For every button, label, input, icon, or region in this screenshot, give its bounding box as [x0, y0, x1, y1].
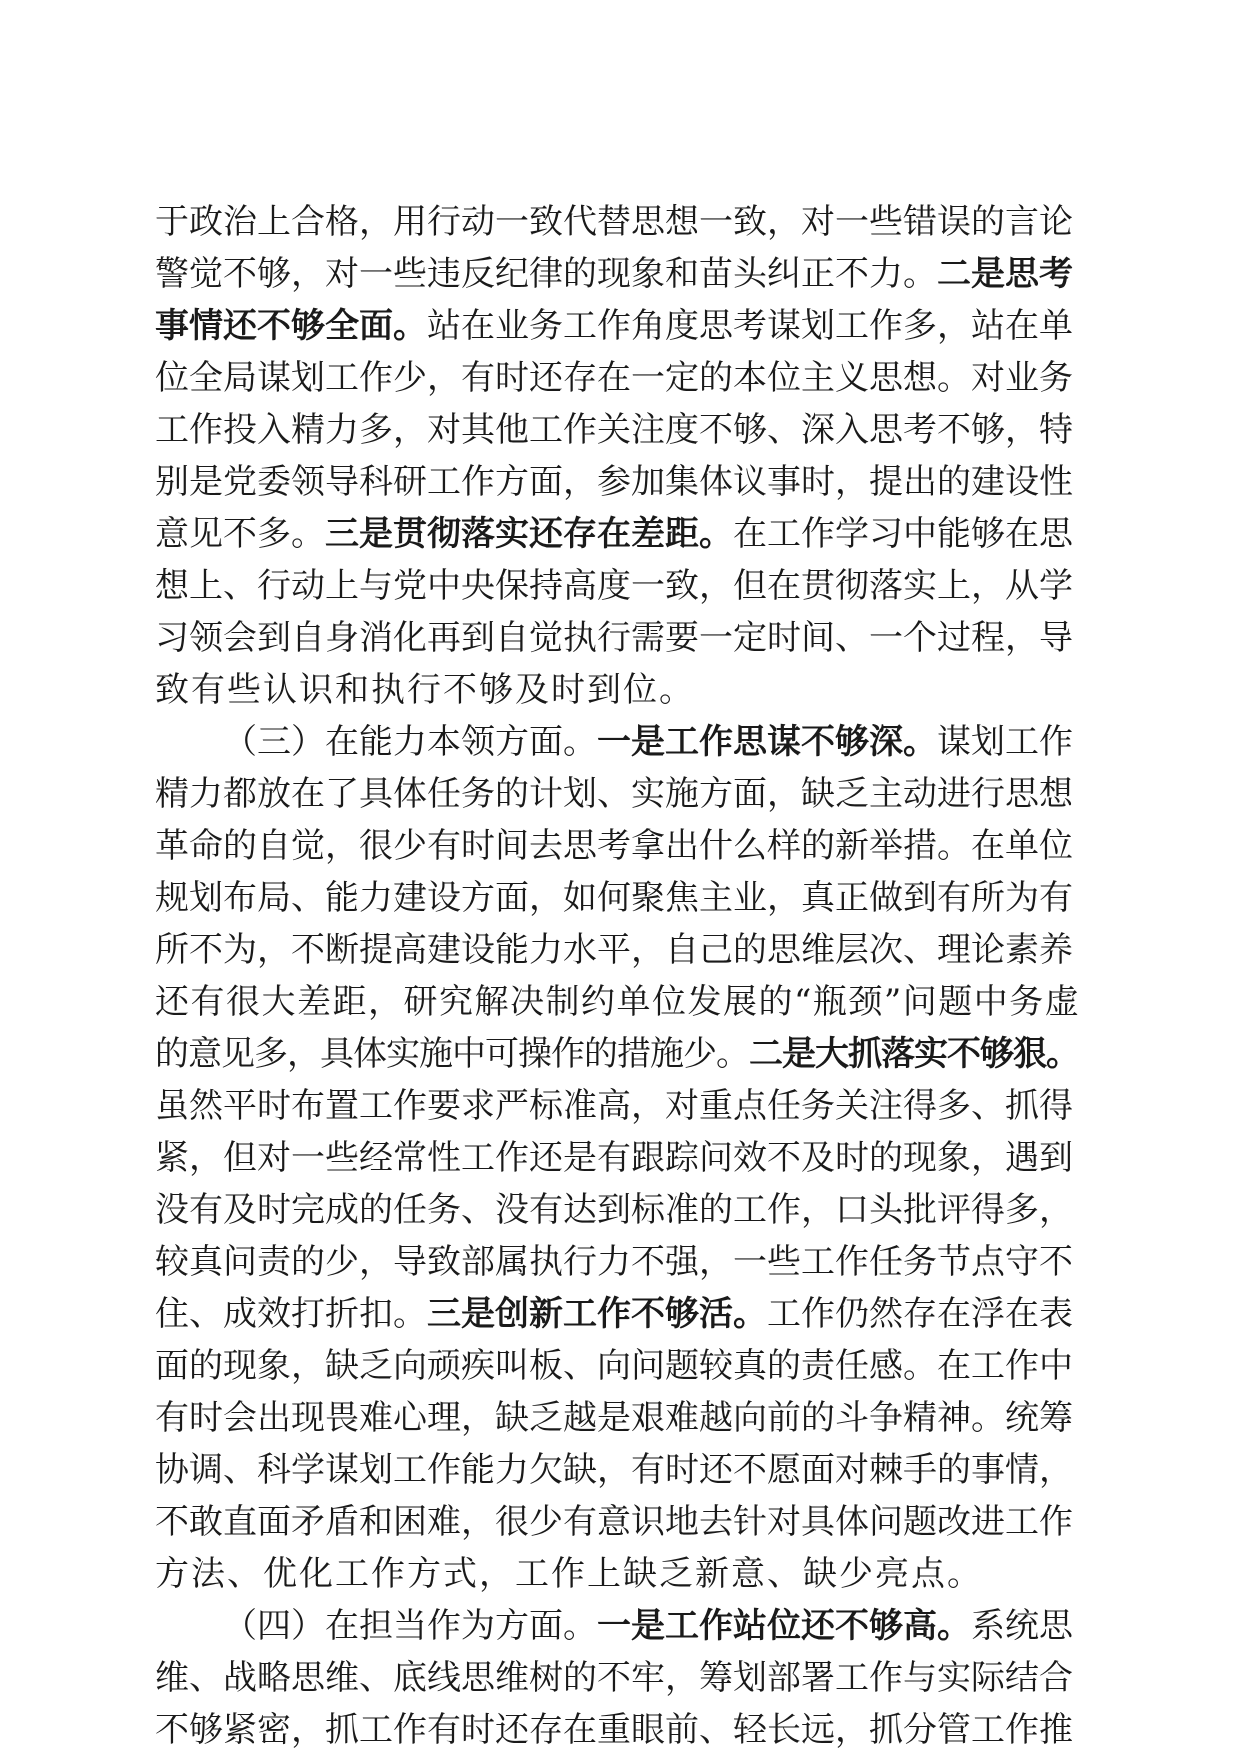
body-text: 没有及时完成的任务、没有达到标准的工作，口头批评得多， [155, 1190, 1073, 1230]
text-line [155, 1028, 1085, 1080]
text-line [155, 1392, 1085, 1444]
text-line [155, 352, 1085, 404]
text-line [155, 196, 1085, 248]
text-line [155, 1132, 1085, 1184]
text-line [155, 1184, 1085, 1236]
bold-heading-text: 二是思考 [937, 254, 1073, 294]
body-text: 于政治上合格，用行动一致代替思想一致，对一些错误的言论 [155, 202, 1073, 242]
body-text: 别是党委领导科研工作方面，参加集体议事时，提出的建设性 [155, 462, 1073, 502]
body-text: 紧，但对一些经常性工作还是有跟踪问效不及时的现象，遇到 [155, 1138, 1073, 1178]
text-line [155, 1080, 1085, 1132]
body-text: 方法、优化工作方式，工作上缺乏新意、缺少亮点。 [155, 1554, 983, 1594]
text-line [155, 404, 1085, 456]
text-line [155, 1652, 1085, 1704]
text-line [155, 248, 1085, 300]
text-line [155, 1704, 1085, 1756]
text-line [155, 1340, 1085, 1392]
bold-heading-text: 三是贯彻落实还存在差距。 [325, 514, 733, 554]
body-text: 革命的自觉，很少有时间去思考拿出什么样的新举措。在单位 [155, 826, 1073, 866]
body-text: 住、成效打折扣。 [155, 1294, 427, 1334]
body-text: 的意见多，具体实施中可操作的措施少。 [155, 1034, 749, 1074]
body-text: 系统思 [971, 1606, 1073, 1646]
body-text: 意见不多。 [155, 514, 325, 554]
text-line [155, 716, 1085, 768]
body-text: 虽然平时布置工作要求严标准高，对重点任务关注得多、抓得 [155, 1086, 1073, 1126]
body-text: 不够紧密，抓工作有时还存在重眼前、轻长远，抓分管工作推 [155, 1710, 1073, 1750]
document-page [155, 196, 1085, 1756]
body-text: 站在业务工作角度思考谋划工作多，站在单 [427, 306, 1073, 346]
text-line [155, 1288, 1085, 1340]
text-line [155, 924, 1085, 976]
text-line [155, 456, 1085, 508]
text-line [155, 872, 1085, 924]
text-line [155, 1548, 1085, 1600]
text-line [155, 820, 1085, 872]
body-text: （三）在能力本领方面。 [223, 722, 597, 762]
bold-heading-text: 事情还不够全面。 [155, 306, 427, 346]
bold-heading-text: 二是大抓落实不够狠。 [749, 1034, 1079, 1074]
text-line [155, 300, 1085, 352]
text-line [155, 612, 1085, 664]
bold-heading-text: 一是工作思谋不够深。 [597, 722, 937, 762]
body-text: 位全局谋划工作少，有时还存在一定的本位主义思想。对业务 [155, 358, 1073, 398]
body-text: 维、战略思维、底线思维树的不牢，筹划部署工作与实际结合 [155, 1658, 1073, 1698]
bold-heading-text: 三是创新工作不够活。 [427, 1294, 767, 1334]
body-text: 面的现象，缺乏向顽疾叫板、向问题较真的责任感。在工作中 [155, 1346, 1073, 1386]
text-line [155, 664, 1085, 716]
text-line [155, 508, 1085, 560]
body-text: 还有很大差距，研究解决制约单位发展的“瓶颈”问题中务虚 [155, 982, 1081, 1022]
body-text: 在工作学习中能够在思 [733, 514, 1073, 554]
text-line [155, 560, 1085, 612]
body-text: 工作仍然存在浮在表 [767, 1294, 1073, 1334]
body-text: 有时会出现畏难心理，缺乏越是艰难越向前的斗争精神。统筹 [155, 1398, 1073, 1438]
bold-heading-text: 一是工作站位还不够高。 [597, 1606, 971, 1646]
body-text: 工作投入精力多，对其他工作关注度不够、深入思考不够，特 [155, 410, 1073, 450]
text-line [155, 1496, 1085, 1548]
body-text: 较真问责的少，导致部属执行力不强，一些工作任务节点守不 [155, 1242, 1073, 1282]
text-line [155, 1236, 1085, 1288]
body-text: 所不为，不断提高建设能力水平，自己的思维层次、理论素养 [155, 930, 1073, 970]
text-line [155, 976, 1085, 1028]
text-line [155, 768, 1085, 820]
body-text: 习领会到自身消化再到自觉执行需要一定时间、一个过程，导 [155, 618, 1073, 658]
text-line [155, 1600, 1085, 1652]
text-line [155, 1444, 1085, 1496]
body-text: 警觉不够，对一些违反纪律的现象和苗头纠正不力。 [155, 254, 937, 294]
body-text: 不敢直面矛盾和困难，很少有意识地去针对具体问题改进工作 [155, 1502, 1073, 1542]
body-text: 想上、行动上与党中央保持高度一致，但在贯彻落实上，从学 [155, 566, 1073, 606]
body-text: 精力都放在了具体任务的计划、实施方面，缺乏主动进行思想 [155, 774, 1073, 814]
body-text: 规划布局、能力建设方面，如何聚焦主业，真正做到有所为有 [155, 878, 1073, 918]
body-text: 协调、科学谋划工作能力欠缺，有时还不愿面对棘手的事情， [155, 1450, 1073, 1490]
body-text: （四）在担当作为方面。 [223, 1606, 597, 1646]
body-text: 谋划工作 [937, 722, 1073, 762]
body-text: 致有些认识和执行不够及时到位。 [155, 670, 695, 710]
